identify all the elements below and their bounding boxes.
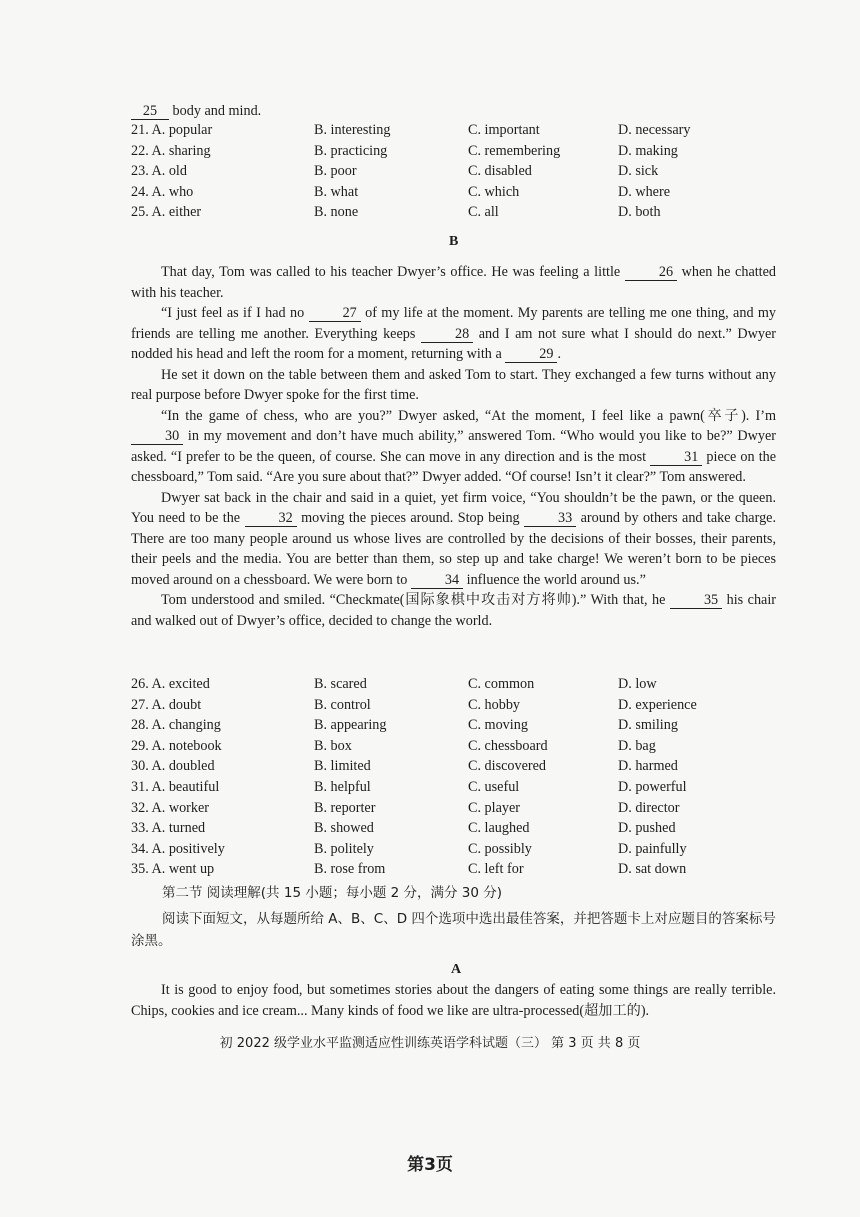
option-d: D. painfully	[618, 840, 687, 857]
option-d: D. sat down	[618, 861, 687, 878]
option-a: 29. A. notebook	[131, 737, 222, 754]
option-a: 24. A. who	[131, 183, 194, 200]
option-a: 26. A. excited	[131, 676, 210, 692]
section-a-letter: A	[451, 962, 462, 977]
option-d: D. experience	[618, 696, 697, 713]
option-d: D. low	[618, 676, 657, 692]
blank-30: 30	[131, 429, 183, 445]
option-c: C. left for	[468, 861, 524, 878]
option-a: 23. A. old	[131, 163, 187, 180]
option-a: 22. A. sharing	[131, 142, 211, 159]
option-b: B. control	[314, 696, 371, 713]
option-b: B. appearing	[314, 717, 387, 734]
option-c: C. useful	[468, 779, 520, 795]
option-b: B. reporter	[314, 799, 376, 816]
option-a: 25. A. either	[131, 204, 202, 221]
passage-b-para-6: Tom understood and smiled. “Checkmate(国际象棋中攻击对方将帅).” With that, he 35 his chair and walked out of Dwyer’s office, decided to change the world.	[131, 592, 776, 629]
blank-28: 28	[421, 327, 473, 343]
option-c: C. remembering	[468, 142, 561, 159]
option-b: B. scared	[314, 676, 367, 692]
option-b: B. politely	[314, 840, 374, 857]
option-a: 35. A. went up	[131, 861, 215, 878]
option-b: B. interesting	[314, 122, 391, 138]
option-d: D. director	[618, 799, 680, 816]
option-c: C. chessboard	[468, 737, 548, 754]
option-a: 31. A. beautiful	[131, 779, 220, 795]
option-c: C. player	[468, 799, 521, 816]
option-d: D. sick	[618, 163, 659, 180]
option-a: 34. A. positively	[131, 840, 225, 857]
blank-31: 31	[650, 450, 702, 466]
option-d: D. bag	[618, 737, 656, 754]
passage-b-para-3: He set it down on the table between them and asked Tom to start. They exchanged a few turns without any real purpose before Dwyer spoke for the first time.	[131, 366, 776, 403]
blank-33: 33	[524, 511, 576, 527]
option-b: B. none	[314, 204, 359, 221]
option-b: B. practicing	[314, 142, 388, 159]
option-c: C. laughed	[468, 820, 530, 837]
blank-35: 35	[670, 593, 722, 609]
option-c: C. disabled	[468, 163, 532, 180]
option-d: D. necessary	[618, 122, 691, 138]
option-a: 32. A. worker	[131, 799, 210, 816]
option-b: B. box	[314, 737, 352, 754]
option-c: C. which	[468, 183, 520, 200]
blank-32: 32	[245, 511, 297, 527]
passage-a	[131, 980, 776, 1021]
option-c: C. hobby	[468, 696, 521, 713]
option-a: 30. A. doubled	[131, 758, 215, 775]
option-a: 33. A. turned	[131, 820, 206, 837]
option-b: B. what	[314, 183, 359, 200]
option-b: B. limited	[314, 758, 371, 775]
option-d: D. smiling	[618, 717, 678, 734]
page-footer: 初 2022 级学业水平监测适应性训练英语学科试题（三） 第 3 页 共 8 页	[219, 1036, 641, 1051]
top-line-text: body and mind.	[172, 103, 262, 119]
option-b: B. helpful	[314, 779, 371, 795]
option-c: C. common	[468, 676, 535, 692]
passage-b-para-1: That day, Tom was called to his teacher Dwyer’s office. He was feeling a little 26 when he chatted with his teacher.	[131, 264, 777, 301]
section-2-instructions: 阅读下面短文，从每题所给 A、B、C、D 四个选项中选出最佳答案，并把答题卡上对应题目的答案标号涂黑。	[131, 911, 776, 949]
blank-34: 34	[411, 573, 463, 589]
passage-b	[131, 262, 776, 631]
option-b: B. rose from	[314, 861, 386, 878]
option-d: D. powerful	[618, 779, 687, 795]
option-d: D. pushed	[618, 820, 676, 837]
top-line	[131, 102, 261, 120]
passage-b-para-4: “In the game of chess, who are you?” Dwyer asked, “At the moment, I feel like a pawn(卒子). I’m 30 in my movement and don’t have much ability,” answered Tom. “Who would you like to be?” Dwyer asked. “I prefer to be the queen, of course. She can move in any direction and is the most 31 piece on the chessboard,” Tom said. “Are you sure about that?” Dwyer added. “Of course! Isn’t it clear?” Tom answered.	[131, 407, 777, 485]
option-c: C. important	[468, 122, 540, 138]
option-c: C. all	[468, 204, 499, 221]
passage-a-para-1: It is good to enjoy food, but sometimes stories about the dangers of eating some things are really terrible. Chips, cookies and ice cream... Many kinds of food we like are ultra-processed(超加工的).	[131, 982, 776, 1019]
option-b: B. poor	[314, 163, 357, 180]
section-b-letter: B	[449, 234, 459, 249]
option-a: 27. A. doubt	[131, 696, 202, 713]
blank-25: 25	[131, 104, 169, 120]
option-c: C. moving	[468, 717, 528, 734]
passage-b-para-5: Dwyer sat back in the chair and said in a quiet, yet firm voice, “You shouldn’t be the pawn, or the queen. You need to be the 32 moving the pieces around. Stop being 33 around by others and take charge. There are too many people around us whose lives are controlled by the decisions of their bosses, their parents, their peels and the media. You are better than them, so step up and take charge! We weren’t born to be pieces moved around on a chessboard. We were born to 34 influence the world around us.”	[131, 489, 777, 588]
blank-27: 27	[309, 306, 361, 322]
option-a: 28. A. changing	[131, 717, 221, 734]
blank-29: 29	[505, 347, 557, 363]
option-d: D. making	[618, 142, 678, 159]
option-a: 21. A. popular	[131, 122, 213, 138]
option-c: C. discovered	[468, 758, 547, 775]
page-number: 第3页	[407, 1155, 453, 1175]
section-2-title: 第二节 阅读理解(共 15 小题；每小题 2 分，满分 30 分)	[162, 885, 503, 901]
option-d: D. both	[618, 204, 661, 221]
passage-b-para-2: “I just feel as if I had no 27 of my life at the moment. My parents are telling me one thing, and my friends are telling me another. Everything keeps 28 and I am not sure what I should do next.” Dwyer nodded his head and left the room for a moment, returning with a 29 .	[131, 305, 777, 362]
option-d: D. where	[618, 183, 670, 200]
option-d: D. harmed	[618, 758, 678, 775]
blank-26: 26	[625, 265, 677, 281]
option-c: C. possibly	[468, 840, 532, 857]
option-b: B. showed	[314, 820, 374, 837]
